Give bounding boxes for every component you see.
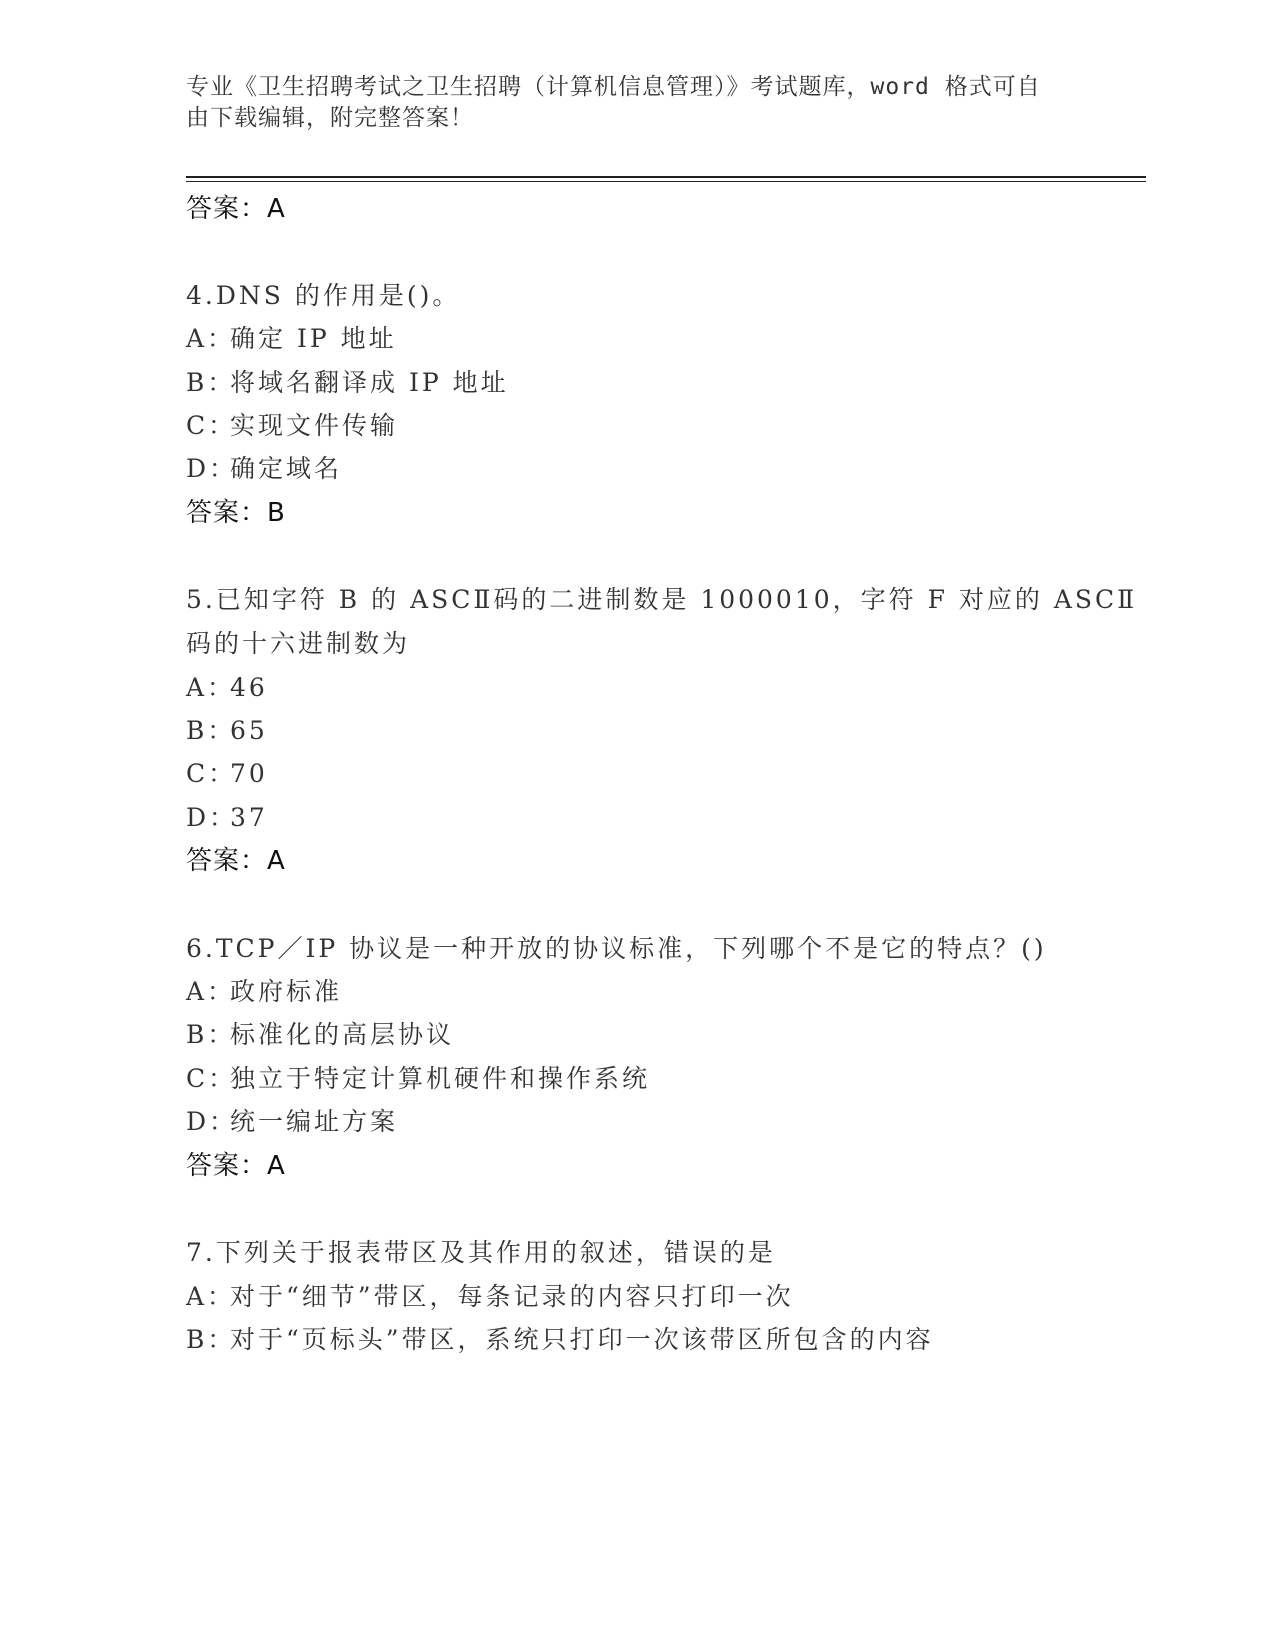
option-c [186,754,268,790]
option-text: 标准化的高层协议 [230,1020,455,1049]
option-text: 独立于特定计算机硬件和操作系统 [230,1064,651,1093]
option-text: 70 [230,759,268,788]
option-text: 对于“细节”带区，每条记录的内容只打印一次 [230,1282,794,1311]
option-key: C： [186,411,237,440]
question-stem: 5.已知字符 B 的 ASCⅡ码的二进制数是 1000010，字符 F 对应的 ASCⅡ [186,585,1138,614]
option-key: A： [186,673,236,702]
option-text: 政府标准 [230,977,343,1006]
answer-label: 答案： [186,1151,268,1181]
option-text: 确定 IP 地址 [230,324,397,353]
option-key: D： [186,1107,238,1136]
option-key: B： [186,716,236,745]
answer-line [186,1145,286,1182]
header-rule-thick [186,176,1146,178]
answer-line [186,188,286,225]
option-key: A： [186,977,236,1006]
option-key: B： [186,368,236,397]
option-text: 65 [230,716,268,745]
answer-label: 答案： [186,194,268,224]
option-b [186,711,268,747]
answer-label: 答案： [186,846,268,876]
option-text: 确定域名 [230,454,343,483]
option-c [186,406,398,442]
document-header [186,72,1066,134]
option-d [186,798,268,834]
answer-value: A [267,194,286,224]
option-key: D： [186,454,238,483]
option-key: C： [186,1064,237,1093]
option-key: A： [186,1282,236,1311]
option-b [186,1320,934,1356]
option-text: 将域名翻译成 IP 地址 [230,368,509,397]
answer-value: A [267,846,286,876]
option-text: 37 [230,803,268,832]
question-stem: 6.TCP／IP 协议是一种开放的协议标准，下列哪个不是它的特点？() [186,934,1047,963]
option-key: B： [186,1020,236,1049]
option-key: D： [186,803,238,832]
option-text: 46 [230,673,268,702]
option-a [186,972,342,1008]
option-key: A： [186,324,236,353]
option-c [186,1059,650,1095]
header-line-1: 专业《卫生招聘考试之卫生招聘（计算机信息管理）》考试题库，word 格式可自 [186,74,1041,100]
header-line-2: 由下载编辑，附完整答案！ [186,105,474,131]
answer-value: A [267,1151,286,1181]
option-key: B： [186,1325,236,1354]
answer-value: B [267,498,286,528]
document-page [186,0,1146,1650]
option-text: 对于“页标头”带区，系统只打印一次该带区所包含的内容 [230,1325,934,1354]
option-text: 实现文件传输 [230,411,399,440]
option-d [186,1102,398,1138]
header-rule-thin [186,181,1146,182]
option-b [186,1015,454,1051]
answer-line [186,840,286,877]
option-a [186,1277,794,1313]
option-a [186,668,268,704]
option-b [186,363,509,399]
option-text: 统一编址方案 [230,1107,399,1136]
question-stem: 4.DNS 的作用是()。 [186,281,461,310]
answer-label: 答案： [186,498,268,528]
option-key: C： [186,759,237,788]
option-d [186,449,342,485]
question-stem: 7.下列关于报表带区及其作用的叙述，错误的是 [186,1238,776,1267]
question-stem-cont: 码的十六进制数为 [186,629,411,658]
answer-line [186,492,286,529]
option-a [186,319,397,355]
